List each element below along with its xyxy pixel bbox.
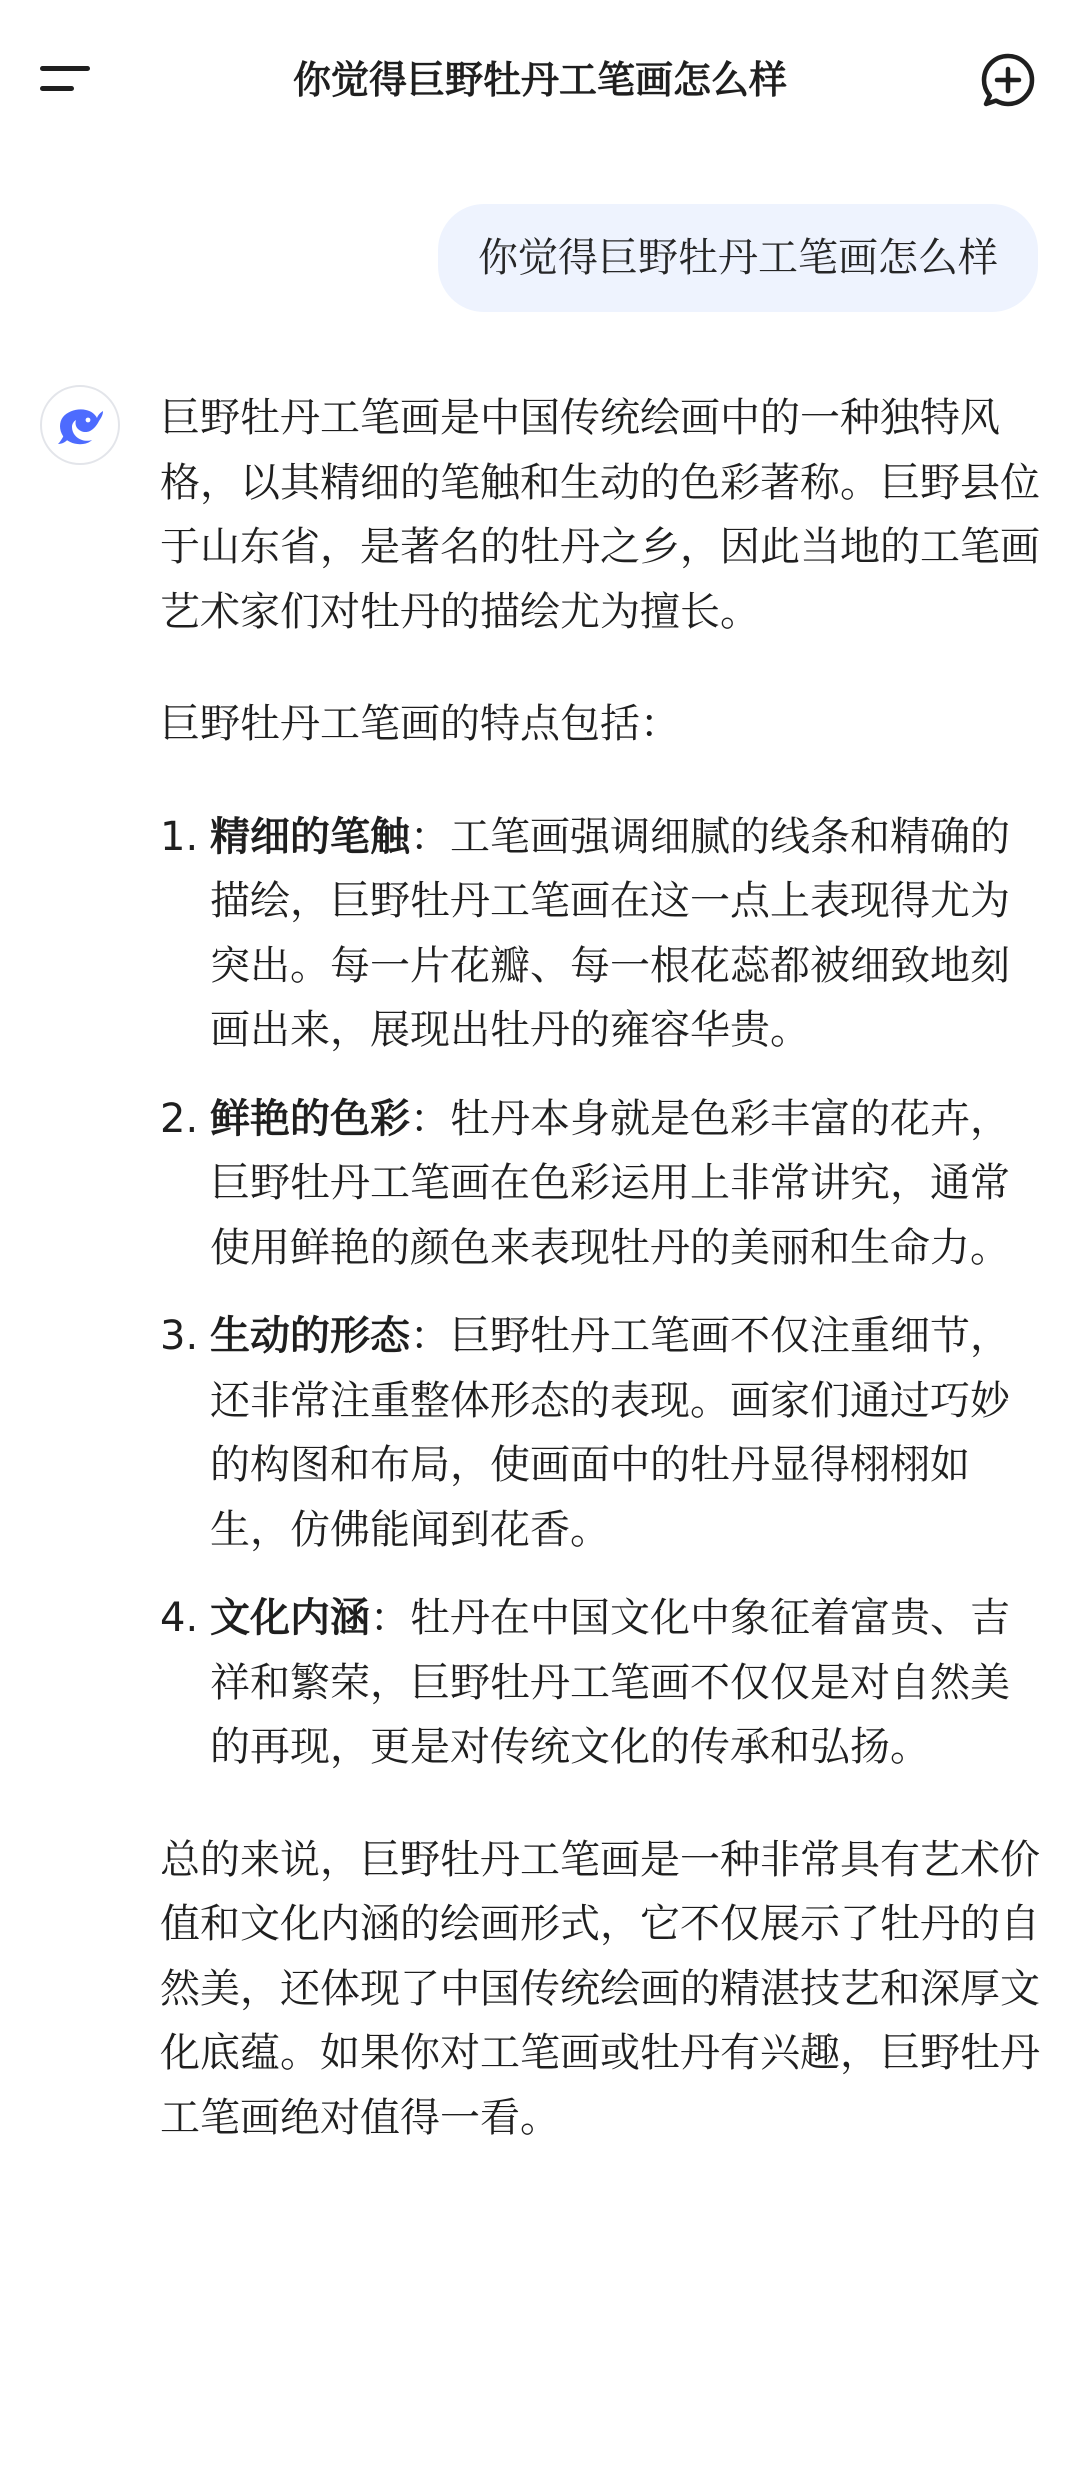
list-item-title: 文化内涵	[210, 1595, 370, 1641]
answer-lead-paragraph: 巨野牡丹工笔画的特点包括：	[160, 701, 680, 747]
user-message-bubble[interactable]	[438, 204, 1038, 312]
app-header	[0, 0, 1080, 160]
list-item-text: 工笔画强调细腻的线条和精确的描绘，巨野牡丹工笔画在这一点上表现得尤为突出。每一片花瓣、每一根花蕊都被细致地刻画出来，展现出牡丹的雍容华贵。	[210, 813, 1010, 1053]
list-item-title: 精细的笔触	[210, 813, 410, 860]
list-item-number: 4.	[160, 1595, 199, 1641]
feature-list	[160, 805, 1040, 1780]
list-item-separator: ：	[410, 813, 450, 860]
conversation-title: 你觉得巨野牡丹工笔画怎么样	[292, 58, 787, 102]
list-item-separator: ：	[410, 1313, 450, 1359]
list-item-separator: ：	[410, 1095, 450, 1142]
list-item	[160, 1304, 1040, 1562]
list-item-title: 生动的形态	[210, 1313, 410, 1359]
list-item-number: 2.	[160, 1095, 199, 1142]
list-item	[160, 805, 1040, 1063]
whale-logo-icon	[56, 403, 106, 449]
assistant-answer	[160, 386, 1040, 2150]
answer-summary-paragraph: 总的来说，巨野牡丹工笔画是一种非常具有艺术价值和文化内涵的绘画形式，它不仅展示了牡丹的自然美，还体现了中国传统绘画的精湛技艺和深厚文化底蕴。如果你对工笔画或牡丹有兴趣，巨野牡丹工笔画绝对值得一看。	[160, 1836, 1040, 2141]
list-item-number: 3.	[160, 1313, 199, 1359]
list-item-text: 巨野牡丹工笔画不仅注重细节，还非常注重整体形态的表现。画家们通过巧妙的构图和布局，使画面中的牡丹显得栩栩如生，仿佛能闻到花香。	[210, 1313, 1010, 1553]
menu-button[interactable]	[36, 54, 96, 104]
list-item-text: 牡丹本身就是色彩丰富的花卉，巨野牡丹工笔画在色彩运用上非常讲究，通常使用鲜艳的颜色来表现牡丹的美丽和生命力。	[210, 1095, 1010, 1271]
menu-icon	[40, 66, 90, 71]
list-item-text: 牡丹在中国文化中象征着富贵、吉祥和繁荣，巨野牡丹工笔画不仅仅是对自然美的再现，更是对传统文化的传承和弘扬。	[210, 1595, 1010, 1770]
answer-intro-paragraph: 巨野牡丹工笔画是中国传统绘画中的一种独特风格，以其精细的笔触和生动的色彩著称。巨野县位于山东省，是著名的牡丹之乡，因此当地的工笔画艺术家们对牡丹的描绘尤为擅长。	[160, 395, 1040, 635]
list-item	[160, 1087, 1040, 1281]
list-item-separator: ：	[370, 1595, 410, 1641]
list-item-number: 1.	[160, 813, 199, 860]
new-chat-button[interactable]	[978, 50, 1038, 110]
user-message-text: 你觉得巨野牡丹工笔画怎么样	[478, 235, 998, 281]
list-item	[160, 1586, 1040, 1780]
new-chat-icon	[978, 50, 1038, 110]
list-item-title: 鲜艳的色彩	[210, 1095, 410, 1142]
assistant-avatar	[40, 385, 120, 465]
